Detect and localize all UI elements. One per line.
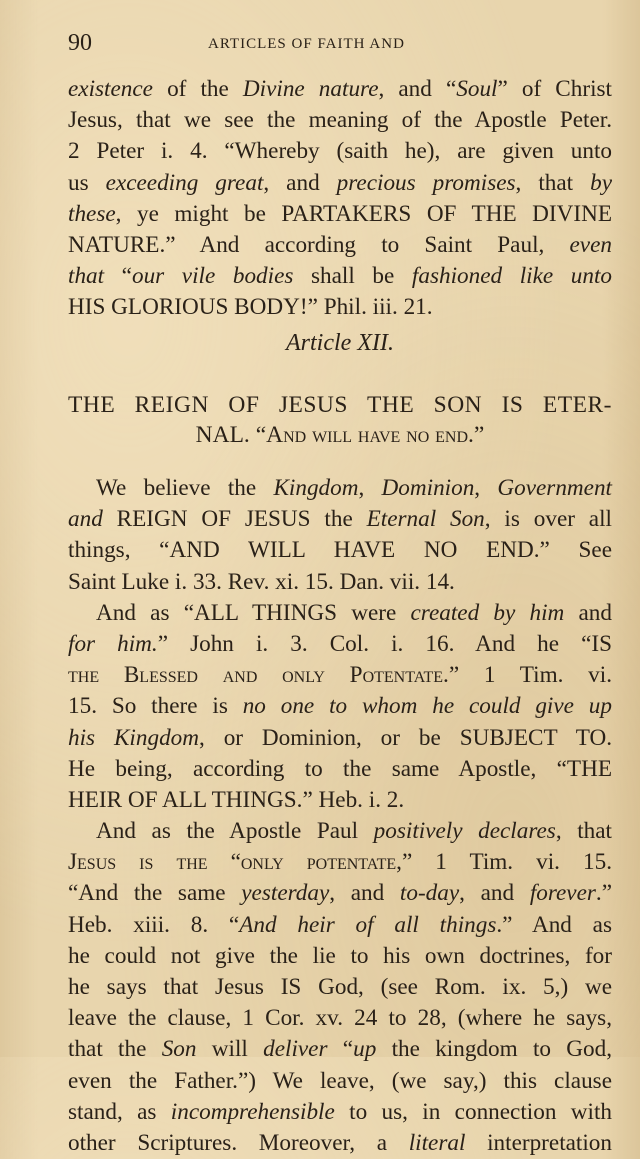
text-line: us exceeding great, and precious promises, that by [68, 169, 612, 196]
text-line: his Kingdom, or Dominion, or be SUBJECT TO. [68, 724, 612, 751]
text-line: these, ye might be PARTAKERS OF THE DIVINE [68, 200, 612, 227]
text-line: 15. So there is no one to whom he could give up [68, 693, 612, 720]
text-line: HEIR OF ALL THINGS.” Heb. i. 2. [68, 786, 405, 813]
article-title-line-2: NAL. “And will have no end.” [195, 422, 485, 448]
text-line: And as “ALL THINGS were created by him and [96, 599, 612, 626]
article-title-line-1: THE REIGN OF JESUS THE SON IS ETER- [68, 392, 612, 418]
text-line: HIS GLORIOUS BODY!” Phil. iii. 21. [68, 294, 433, 321]
text-line: and REIGN OF JESUS the Eternal Son, is over all [68, 506, 612, 533]
text-line: Jesus is the “only potentate,” 1 Tim. vi. 15. [68, 849, 612, 876]
running-head: ARTICLES OF FAITH AND [208, 36, 405, 52]
page-number: 90 [68, 30, 92, 56]
article-body [68, 473, 612, 1159]
text-line: he could not give the lie to his own doctrines, for [68, 942, 612, 969]
text-line: He being, according to the same Apostle, “THE [68, 755, 612, 782]
text-line: the Blessed and only Potentate.” 1 Tim. vi. [68, 662, 612, 689]
article-title [68, 390, 612, 450]
text-line: existence of the Divine nature, and “Soul” of Christ [68, 76, 612, 102]
page-header [68, 30, 612, 60]
text-line: for him.” John i. 3. Col. i. 16. And he “IS [68, 630, 613, 657]
text-line: 2 Peter i. 4. “Whereby (saith he), are given unto [68, 138, 612, 165]
text-line: things, “AND WILL HAVE NO END.” See [68, 537, 612, 564]
text-line: NATURE.” And according to Saint Paul, even [68, 231, 612, 258]
text-line: even the Father.”) We leave, (we say,) this clause [68, 1067, 612, 1094]
text-line: that the Son will deliver “up the kingdom to God, [68, 1036, 612, 1063]
text-line: We believe the Kingdom, Dominion, Government [96, 475, 612, 501]
text-line: Jesus, that we see the meaning of the Apostle Peter. [68, 107, 612, 134]
text-line: leave the clause, 1 Cor. xv. 24 to 28, (where he says, [68, 1005, 612, 1032]
text-line: stand, as incomprehensible to us, in connection with [68, 1098, 612, 1125]
text-line: Saint Luke i. 33. Rev. xi. 15. Dan. vii. 14. [68, 568, 455, 595]
text-line: that “our vile bodies shall be fashioned like unto [68, 263, 612, 290]
text-line: Heb. xiii. 8. “And heir of all things.” And as [68, 911, 613, 938]
text-line: he says that Jesus IS God, (see Rom. ix. 5,) we [68, 974, 612, 1000]
text-line: And as the Apostle Paul positively declares, that [96, 818, 612, 845]
text-line: other Scriptures. Moreover, a literal interpretation [68, 1129, 612, 1156]
top-paragraph [68, 74, 612, 324]
text-line: “And the same yesterday, and to-day, and forever.” [68, 880, 613, 907]
article-label: Article XII. [286, 330, 394, 356]
